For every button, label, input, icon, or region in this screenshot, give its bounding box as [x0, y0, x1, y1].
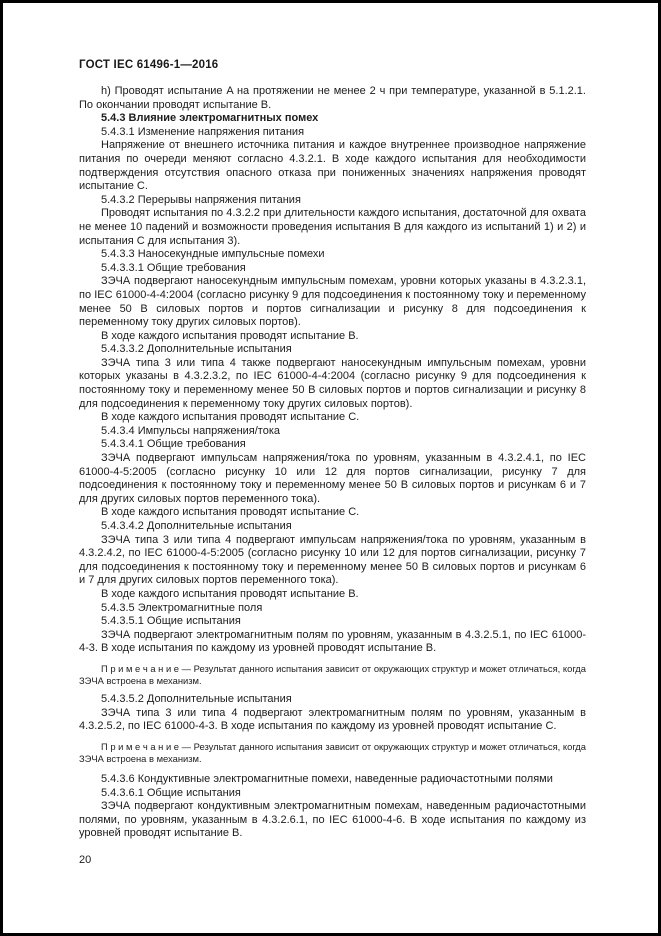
paragraph-test-b-2: В ходе каждого испытания проводят испытание B.: [101, 587, 359, 600]
paragraph-test-c-2: В ходе каждого испытания проводят испытание C.: [101, 506, 360, 519]
heading-5-4-3: 5.4.3 Влияние электромагнитных помех: [101, 112, 319, 125]
paragraph-burst-general: ЗЭЧА подвергают наносекундным импульсным помехам, уровни которых указаны в 4.3.2.3.1, по IEC 61000-4-4:2004 (согласно рисунку 9 для подсоединения к постоянному току и переменному менее 50 В силовых портов и портов сигнализации и рисунку 8 для подсоединения к переменному току других силовых портов).: [79, 275, 586, 329]
subheading-5-4-3-4-1: 5.4.3.4.1 Общие требования: [101, 438, 246, 451]
paragraph-conducted-disturbances: ЗЭЧА подвергают кондуктивным электромагнитным помехам, наведенным радиочастотными полями, по уровням, указанным в 4.3.2.6.1, по IEC 61000-4-6. В ходе испытания по каждому из уровней проводят испытание B.: [79, 800, 586, 840]
subheading-5-4-3-4-2: 5.4.3.4.2 Дополнительные испытания: [101, 520, 292, 532]
subheading-5-4-3-4: 5.4.3.4 Импульсы напряжения/тока: [101, 424, 281, 437]
subheading-5-4-3-6: 5.4.3.6 Кондуктивные электромагнитные помехи, наведенные радиочастотными полями: [101, 773, 553, 786]
subheading-5-4-3-5: 5.4.3.5 Электромагнитные поля: [101, 601, 263, 614]
paragraph-burst-additional: ЗЭЧА типа 3 или типа 4 также подвергают наносекундным импульсным помехам, уровни которых указаны в 4.3.2.3.2, по IEC 61000-4-4:2004 (согласно рисунку 9 для подсоединения к постоянному току и переменному менее 50 В силовых портов и портов сигнализации и рисунку 8 для подсоединения к переменному току других силовых портов).: [79, 356, 586, 410]
subheading-5-4-3-2: 5.4.3.2 Перерывы напряжения питания: [101, 193, 301, 206]
paragraph-surge-additional: ЗЭЧА типа 3 или типа 4 подвергают импульсам напряжения/тока по уровням, указанным в 4.3.2.4.2, по IEC 61000-4-5:2005 (согласно рисунку 10 или 12 для портов сигнализации, рисунку 7 для подсоединения к постоянному току и переменному менее 50 В силовых портов и рисункам 6 и 7 для других силовых портов переменного тока).: [79, 533, 586, 587]
subheading-5-4-3-1: 5.4.3.1 Изменение напряжения питания: [101, 125, 305, 138]
note-1: П р и м е ч а н и е — Результат данного испытания зависит от окружающих структур и может отличаться, когда ЗЭЧА встроена в механизм.: [79, 662, 586, 686]
subheading-5-4-3-3: 5.4.3.3 Наносекундные импульсные помехи: [101, 248, 325, 261]
document-header-standard-number: ГОСТ IEC 61496-1—2016: [79, 59, 219, 71]
subheading-5-4-3-5-2: 5.4.3.5.2 Дополнительные испытания: [101, 693, 292, 706]
paragraph-test-c-1: В ходе каждого испытания проводят испытание C.: [101, 411, 360, 424]
paragraph-voltage-variation: Напряжение от внешнего источника питания и каждое внутреннее производное напряжение питания по очереди меняют согласно 4.3.2.1. В ходе каждого испытания для необходимости подтверждения отсутствия опасного отказа при пониженных значениях напряжения проводят испытание C.: [79, 139, 586, 193]
subheading-5-4-3-5-1: 5.4.3.5.1 Общие испытания: [101, 615, 241, 628]
paragraph-test-b-1: В ходе каждого испытания проводят испытание B.: [101, 329, 359, 342]
document-body: [79, 85, 586, 841]
paragraph-em-fields-general: ЗЭЧА подвергают электромагнитным полям по уровням, указанным в 4.3.2.5.1, по IEC 61000-4-3. В ходе испытания по каждому из уровней проводят испытание B.: [79, 628, 586, 655]
paragraph-voltage-interruptions: Проводят испытания по 4.3.2.2 при длительности каждого испытания, достаточной для охвата не менее 10 падений и возможности проведения испытания B для каждого из испытаний 1) и 2) и испытания C для испытания 3).: [79, 207, 586, 247]
page-number: 20: [79, 854, 92, 867]
paragraph-surge-general: ЗЭЧА подвергают импульсам напряжения/тока по уровням, указанным в 4.3.2.4.1, по IEC 61000-4-5:2005 (согласно рисунку 10 или 12 для портов сигнализации, рисунку 7 для подсоединения к постоянному току и переменному менее 50 В силовых портов и рисункам 6 и 7 для других силовых портов переменного тока).: [79, 452, 586, 505]
paragraph-em-fields-additional: ЗЭЧА типа 3 или типа 4 подвергают электромагнитным полям по уровням, указанным в 4.3.2.5.2, по IEC 61000-4-3. В ходе испытания по каждому из уровней проводят испытание C.: [79, 706, 586, 733]
subheading-5-4-3-3-1: 5.4.3.3.1 Общие требования: [101, 261, 246, 274]
subheading-5-4-3-6-1: 5.4.3.6.1 Общие испытания: [101, 786, 241, 799]
subheading-5-4-3-3-2: 5.4.3.3.2 Дополнительные испытания: [101, 343, 292, 356]
paragraph-item-h: h) Проводят испытание A на протяжении не менее 2 ч при температуре, указанной в 5.1.2.1. По окончании проводят испытание B.: [79, 85, 586, 111]
note-2: П р и м е ч а н и е — Результат данного испытания зависит от окружающих структур и может отличаться, когда ЗЭЧА встроена в механизм.: [79, 740, 586, 764]
